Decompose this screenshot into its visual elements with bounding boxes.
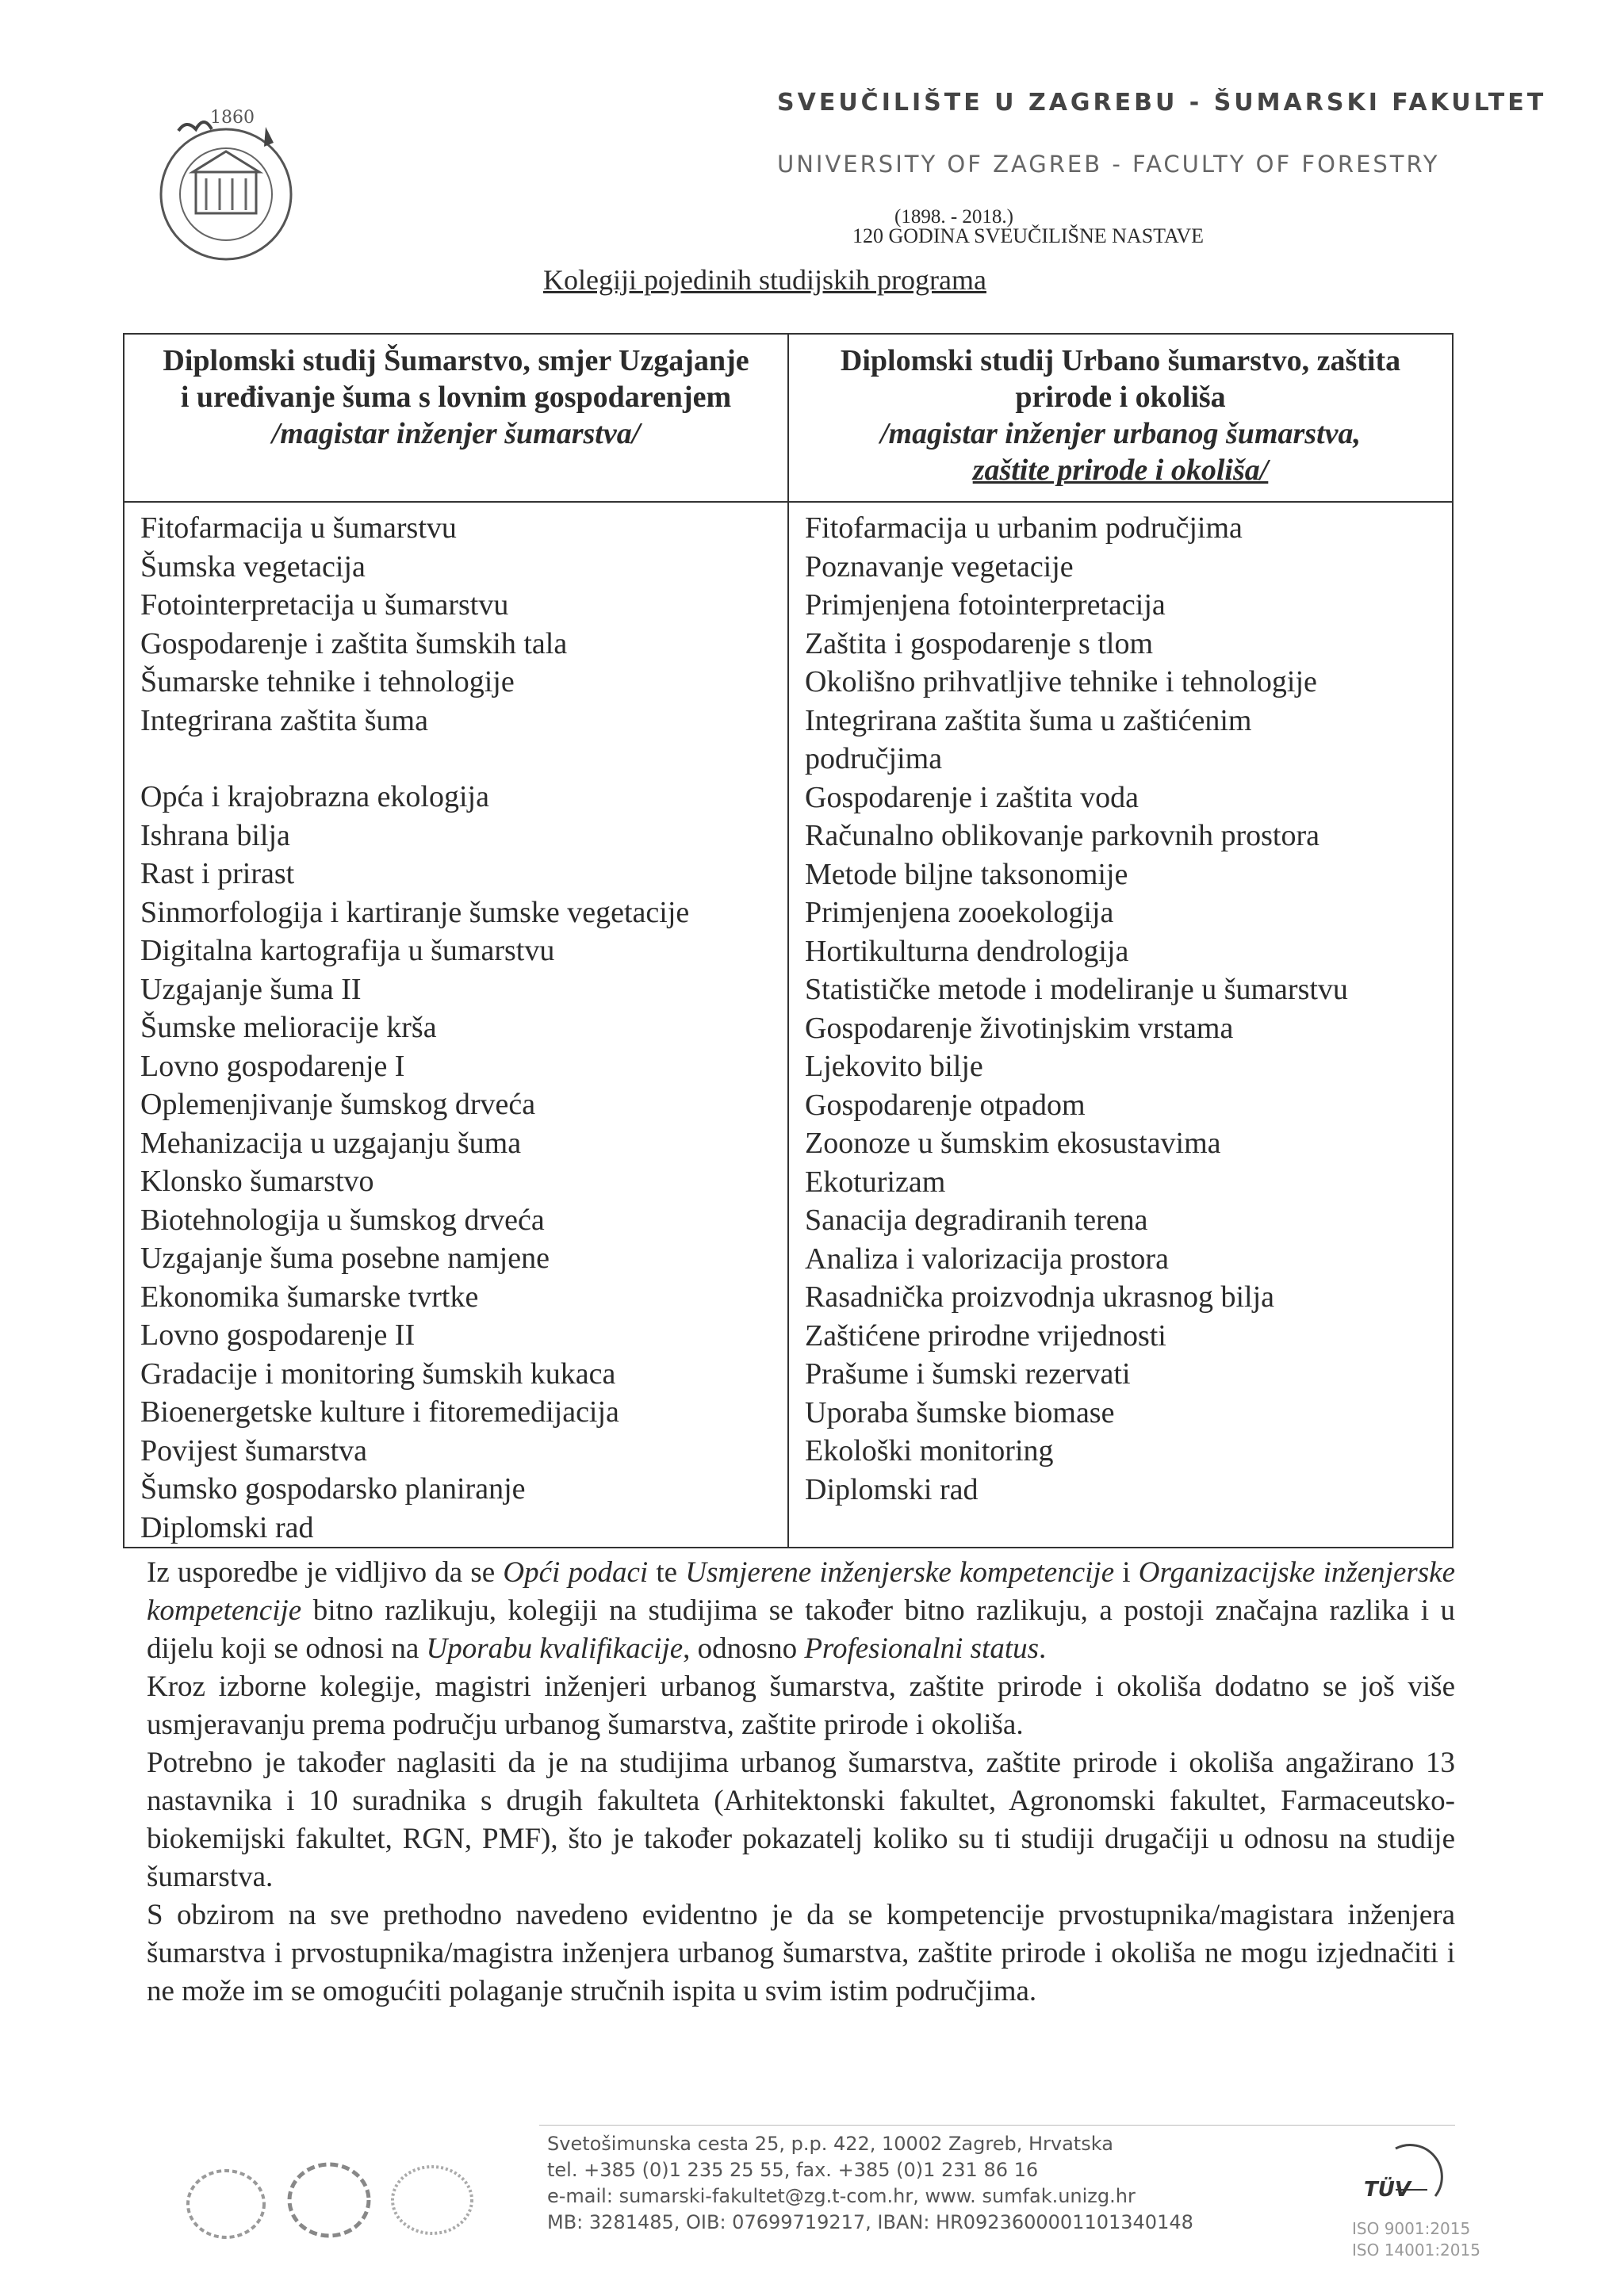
course-item: Šumska vegetacija [140,549,366,584]
course-item: Gospodarenje životinjskim vrstama [805,1011,1234,1045]
left-header-line3: /magistar inženjer šumarstva/ [271,417,641,450]
course-item: Gradacije i monitoring šumskih kukaca [140,1357,616,1391]
course-item: Primjenjena zooekologija [805,896,1114,929]
paragraph-3: Potrebno je također naglasiti da je na studijima urbanog šumarstva, zaštite prirode i okoliša angažirano 13 nastavnika i 10 suradnika s drugih fakulteta (Arhitektonski fakultet, Agronomski fakultet, Farmaceutsko-biokemijski fakultet, RGN, PMF), što je također pokazatelj koliko su ti studiji drugačiji u odnosu na studije šumarstva. [147,1747,1455,1893]
anniversary-text: 120 GODINA SVEUČILIŠNE NASTAVE [852,224,1205,247]
course-item: Prašume i šumski rezervati [805,1357,1131,1391]
course-item: Gospodarenje otpadom [805,1088,1086,1122]
faculty-seal-logo [147,99,305,274]
seal-year: 1860 [210,108,255,128]
university-name-hr: SVEUČILIŠTE U ZAGREBU - ŠUMARSKI FAKULTET [777,89,1547,117]
course-item: Diplomski rad [805,1472,979,1506]
course-item: Ekoturizam [805,1165,946,1199]
course-item: Lovno gospodarenje II [140,1318,416,1352]
course-item: Integrirana zaštita šuma u zaštićenim [805,703,1252,737]
course-item: Biotehnologija u šumskog drveća [140,1203,545,1237]
footer-address: Svetošimunska cesta 25, p.p. 422, 10002 Zagreb, Hrvatska [547,2133,1113,2155]
footer-contact [547,2131,1193,2236]
left-column-header [124,334,788,502]
iso-9001: ISO 9001:2015 [1352,2219,1471,2238]
tuv-brand: TÜV [1364,2178,1411,2202]
course-item: Diplomski rad [140,1510,314,1544]
course-item: Okolišno prihvatljive tehnike i tehnologije [805,665,1317,698]
body-text [147,1554,1455,2011]
years-range: (1898. - 2018.) [894,206,1013,228]
right-header-line4: zaštite prirode i okoliša/ [972,453,1269,487]
course-item: Poznavanje vegetacije [805,549,1074,584]
course-item: Lovno gospodarenje I [140,1049,405,1083]
course-item: Statističke metode i modeliranje u šumarstvu [805,973,1348,1006]
paragraph-1: Iz usporedbe je vidljivo da se Opći podaci te Usmjerene inženjerske kompetencije i Organizacijske inženjerske kompetencije bitno razlikuju, kolegiji na studijima se također bitno razlikuju, a postoji značajna razlika i u dijelu koji se odnosi na Uporabu kvalifikacije, odnosno Profesionalni status. [147,1556,1456,1665]
tuv-certification-logo [1348,2141,1480,2267]
footer-email: e-mail: sumarski-fakultet@zg.t-com.hr, www. sumfak.unizg.hr [547,2185,1136,2207]
course-item: Povijest šumarstva [140,1433,368,1468]
left-header-line1: Diplomski studij Šumarstvo, smjer Uzgajanje [163,344,749,377]
course-item: Šumarske tehnike i tehnologije [140,665,515,698]
footer-ids: MB: 3281485, OIB: 07699719217, IBAN: HR0923600001101340148 [547,2211,1193,2233]
course-item: Ekološki monitoring [805,1434,1054,1468]
course-item: Zoonoze u šumskim ekosustavima [805,1127,1221,1160]
paragraph-4: S obzirom na sve prethodno navedeno evidentno je da se kompetencije prvostupnika/magistara inženjera šumarstva i prvostupnika/magistra inženjera urbanog šumarstva, zaštite prirode i okoliša ne mogu izjednačiti i ne može im se omogućiti polaganje stručnih ispita u svim istim područjima. [147,1899,1455,2007]
course-item: Rasadnička proizvodnja ukrasnog bilja [805,1280,1275,1314]
course-item: Hortikulturna dendrologija [805,934,1129,968]
course-item: Primjenjena fotointerpretacija [805,588,1166,622]
course-item: Sanacija degradiranih terena [805,1203,1148,1237]
course-item: Uzgajanje šuma posebne namjene [140,1242,550,1275]
footer-divider [539,2125,1455,2126]
left-header-line2: i uređivanje šuma s lovnim gospodarenjem [180,381,732,414]
course-item: Opća i krajobrazna ekologija [140,780,489,813]
course-item: Digitalna kartografija u šumarstvu [140,934,555,967]
course-item: Mehanizacija u uzgajanju šuma [140,1126,522,1160]
course-item: Fitofarmacija u urbanim područjima [805,511,1243,545]
course-item: Fitofarmacija u šumarstvu [140,511,457,545]
course-item: Uporaba šumske biomase [805,1395,1115,1429]
course-item: Fotointerpretacija u šumarstvu [140,588,509,622]
course-item: Ljekovito bilje [805,1050,983,1083]
course-item: Oplemenjivanje šumskog drveća [140,1088,536,1121]
course-item: Uzgajanje šuma II [140,972,362,1006]
right-header-line2: prirode i okoliša [1015,381,1226,414]
partner-emblems [178,2152,511,2248]
course-item: Rast i prirast [140,857,295,890]
course-item: Analiza i valorizacija prostora [805,1242,1169,1276]
course-item: Gospodarenje i zaštita šumskih tala [140,626,568,660]
course-item: Zaštićene prirodne vrijednosti [805,1318,1166,1353]
paragraph-2: Kroz izborne kolegije, magistri inženjeri urbanog šumarstva, zaštite prirode i okoliša dodatno se još više usmjeravanju prema području urbanog šumarstva, zaštite prirode i okoliša. [147,1670,1455,1741]
course-item: Bioenergetske kulture i fitoremedijacija [140,1395,619,1429]
right-course-list [788,502,1453,1548]
course-item: Sinmorfologija i kartiranje šumske vegetacije [140,895,690,929]
course-item: Integrirana zaštita šuma [140,703,428,737]
footer-phone: tel. +385 (0)1 235 25 55, fax. +385 (0)1 231 86 16 [547,2159,1039,2181]
course-item: Ekonomika šumarske tvrtke [140,1280,479,1314]
study-programs-table [123,333,1454,1548]
course-item: Šumsko gospodarsko planiranje [140,1472,526,1506]
course-item: Zaštita i gospodarenje s tlom [805,626,1154,660]
right-column-header [788,334,1453,502]
course-item: Metode biljne taksonomije [805,857,1128,891]
right-header-line3: /magistar inženjer urbanog šumarstva, [879,417,1362,450]
course-item: Šumske melioracije krša [140,1011,437,1044]
right-header-line1: Diplomski studij Urbano šumarstvo, zaštita [840,344,1401,377]
university-name-en: UNIVERSITY OF ZAGREB - FACULTY OF FORESTRY [777,151,1440,178]
course-item: Ishrana bilja [140,818,290,852]
course-item: područjima [805,742,943,775]
course-item: Klonsko šumarstvo [140,1165,374,1198]
iso-14001: ISO 14001:2015 [1352,2241,1480,2260]
page-title: Kolegiji pojedinih studijskih programa [543,264,986,296]
left-course-list [124,502,788,1548]
course-item: Gospodarenje i zaštita voda [805,780,1139,814]
course-item: Računalno oblikovanje parkovnih prostora [805,819,1320,852]
